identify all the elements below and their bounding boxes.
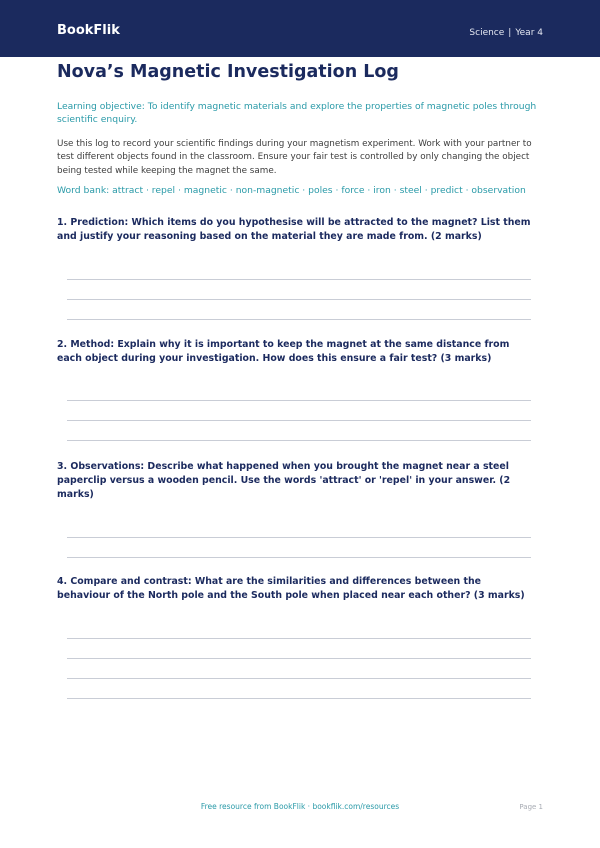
answer-line[interactable] [67, 698, 531, 699]
answer-line[interactable] [67, 678, 531, 679]
brand-logo: BookFlik [57, 23, 120, 38]
year-label: Year 4 [515, 28, 543, 38]
answer-line[interactable] [67, 299, 531, 300]
word-bank: Word bank: attract · repel · magnetic · non-magnetic · poles · force · iron · steel · predict · observation [57, 185, 526, 196]
meta-separator: | [508, 28, 512, 38]
answer-line[interactable] [67, 420, 531, 421]
intro-paragraph: Use this log to record your scientific findings during your magnetism experiment. Work with your partner to test different objects found in the classroom. Ensure your fair test is controlled by only changing the object being tested while keeping the magnet the same. [57, 139, 532, 176]
answer-line[interactable] [67, 638, 531, 639]
question-3: 3. Observations: Describe what happened when you brought the magnet near a steel paperclip versus a wooden pencil. Use the words 'attract' or 'repel' in your answer. (2 marks) [57, 461, 511, 500]
answer-line[interactable] [67, 658, 531, 659]
subject-label: Science [469, 28, 505, 38]
question-2: 2. Method: Explain why it is important to keep the magnet at the same distance from each object during your investigation. How does this ensure a fair test? (3 marks) [57, 339, 510, 364]
answer-line[interactable] [67, 319, 531, 320]
header-meta [469, 28, 543, 38]
footer-credit: Free resource from BookFlik · bookflik.com/resources [200, 802, 400, 811]
answer-line[interactable] [67, 440, 531, 441]
header-bar [0, 0, 600, 57]
answer-line[interactable] [67, 400, 531, 401]
answer-line[interactable] [67, 557, 531, 558]
learning-objective: Learning objective: To identify magnetic materials and explore the properties of magnetic poles through scientific enquiry. [57, 101, 537, 125]
question-4: 4. Compare and contrast: What are the similarities and differences between the behaviour of the North pole and the South pole when placed near each other? (3 marks) [57, 576, 525, 601]
answer-line[interactable] [67, 279, 531, 280]
page-number: Page 1 [519, 803, 543, 811]
page-title: Nova’s Magnetic Investigation Log [57, 62, 399, 82]
answer-line[interactable] [67, 537, 531, 538]
question-1: 1. Prediction: Which items do you hypothesise will be attracted to the magnet? List them and justify your reasoning based on the material they are made from. (2 marks) [57, 217, 531, 242]
